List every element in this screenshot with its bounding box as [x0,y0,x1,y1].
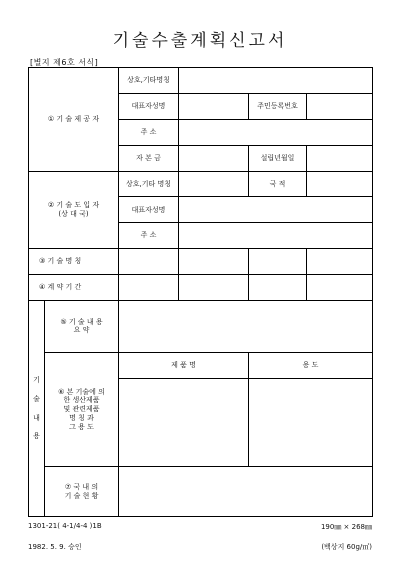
side-char-3: 내 [33,413,40,422]
importer-company-field[interactable] [179,171,249,197]
exporter-address-label: 주 소 [119,119,179,145]
products-label: ⑥ 본 기술에 의 한 생산제품 및 관련제품 명 칭 과 그 용 도 [45,352,119,466]
side-char-2: 술 [33,394,40,403]
contract-period-field-2[interactable] [179,275,249,301]
exporter-company-label: 상호,기타명칭 [119,68,179,94]
importer-nationality-label: 국 적 [249,171,307,197]
importer-address-label: 주 소 [119,223,179,249]
form-number: [별지 제6호 서식] [30,58,99,67]
importer-section-label: ② 기 술 도 입 자 (상 대 국) [29,171,119,249]
exporter-rep-label: 대표자성명 [119,93,179,119]
exporter-address-field[interactable] [179,119,373,145]
exporter-resident-no-label: 주민등록번호 [249,93,307,119]
footer-code: 1301-21( 4-1/4-4 )1B [28,522,102,530]
side-char-1: 기 [33,376,40,384]
tech-name-field-1[interactable] [119,249,179,275]
domestic-status-field[interactable] [119,467,373,517]
exporter-capital-label: 자 본 금 [119,145,179,171]
usage-header: 용 도 [249,352,373,378]
contract-period-label: ④ 계 약 기 간 [29,275,119,301]
contract-period-field-3[interactable] [249,275,307,301]
domestic-status-label: ⑦ 국 내 의 기 술 현 황 [45,467,119,517]
side-char-4: 용 [33,432,40,441]
footer-paper-size: 190㎜ × 268㎜ [320,523,372,531]
product-name-field[interactable] [119,378,249,467]
contract-period-field-1[interactable] [119,275,179,301]
tech-content-side-label [29,301,45,517]
tech-name-field-4[interactable] [307,249,373,275]
exporter-established-label: 설립년월일 [249,145,307,171]
importer-address-field[interactable] [179,223,373,249]
importer-nationality-field[interactable] [307,171,373,197]
footer-paper-type: (백상지 60g/㎡) [321,543,372,551]
usage-field[interactable] [249,378,373,467]
exporter-established-field[interactable] [307,145,373,171]
exporter-capital-field[interactable] [179,145,249,171]
form-title: 기술수출계획신고서 [112,31,288,51]
importer-company-label: 상호,기타 명칭 [119,171,179,197]
exporter-rep-field[interactable] [179,93,249,119]
importer-rep-label: 대표자성명 [119,197,179,223]
tech-summary-label: ⑤ 기 술 내 용 요 약 [45,301,119,353]
exporter-resident-no-field[interactable] [307,93,373,119]
importer-rep-field[interactable] [179,197,373,223]
tech-name-label: ③ 기 술 명 칭 [29,249,119,275]
contract-period-field-4[interactable] [307,275,373,301]
footer-approval-date: 1982. 5. 9. 승인 [28,543,82,551]
tech-name-field-2[interactable] [179,249,249,275]
tech-name-field-3[interactable] [249,249,307,275]
product-name-header: 제 품 명 [119,352,249,378]
exporter-company-field[interactable] [179,68,373,94]
exporter-section-label: ① 기 술 제 공 자 [29,68,119,172]
tech-summary-field[interactable] [119,301,373,353]
report-form-table [28,67,373,517]
